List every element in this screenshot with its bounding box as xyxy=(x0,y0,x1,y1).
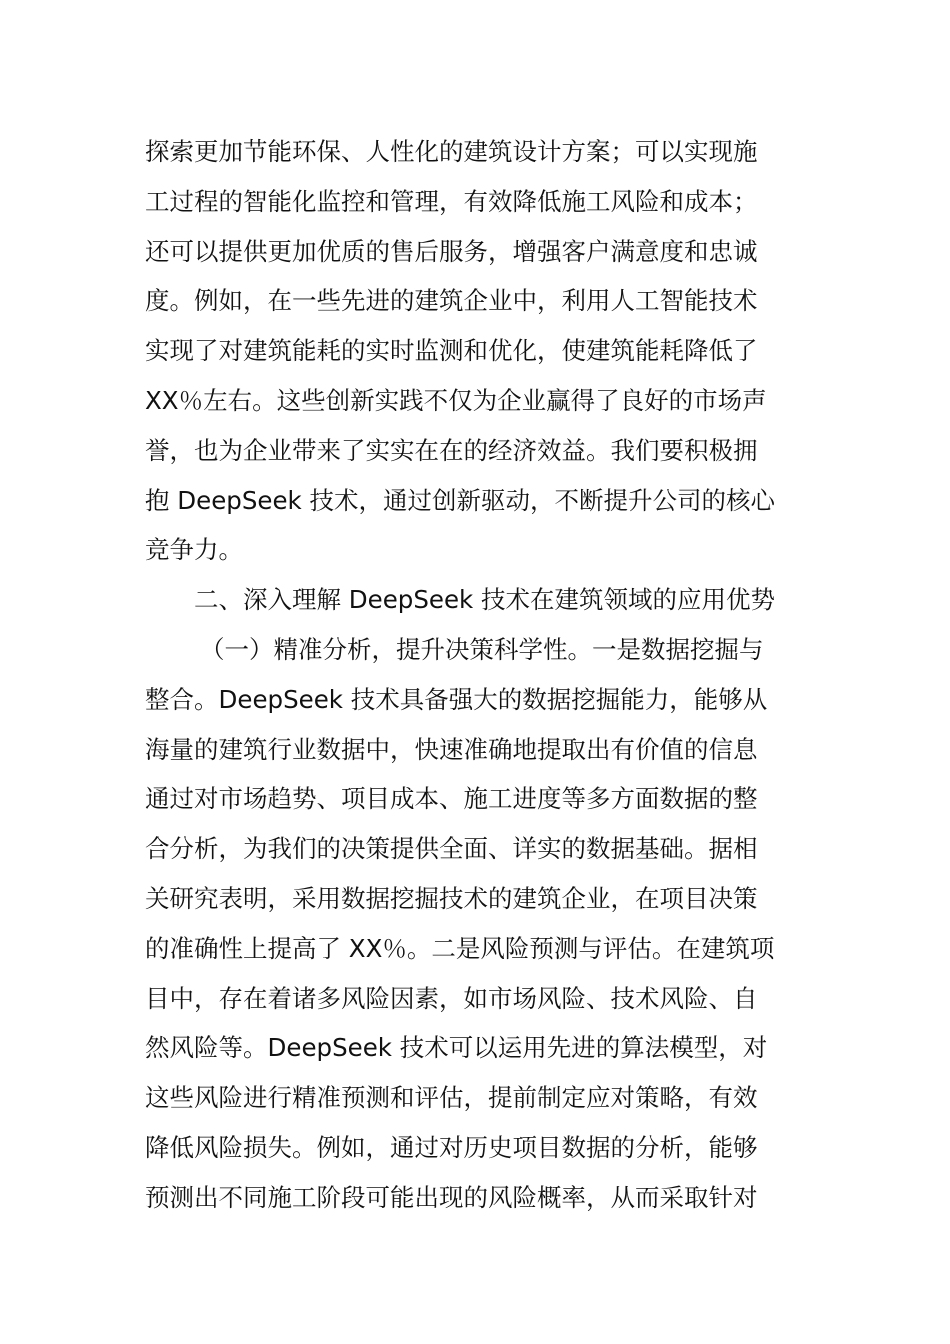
text-line: 誉，也为企业带来了实实在在的经济效益。我们要积极拥 xyxy=(145,435,758,465)
text-line: 通过对市场趋势、项目成本、施工进度等多方面数据的整 xyxy=(145,784,758,814)
text-line: 探索更加节能环保、人性化的建筑设计方案；可以实现施 xyxy=(145,137,758,166)
text-line: 合分析，为我们的决策提供全面、详实的数据基础。据相 xyxy=(145,834,758,864)
text-line: 竞争力。 xyxy=(145,535,243,565)
text-line: 然风险等。DeepSeek 技术可以运用先进的算法模型，对 xyxy=(145,1033,768,1063)
text-line: 的准确性上提高了 XX％。二是风险预测与评估。在建筑项 xyxy=(145,933,775,963)
text-line: 这些风险进行精准预测和评估，提前制定应对策略，有效 xyxy=(145,1083,758,1113)
text-line: 度。例如，在一些先进的建筑企业中，利用人工智能技术 xyxy=(145,286,758,316)
subsection-heading: （一）精准分析，提升决策科学性。一是数据挖掘与 xyxy=(200,634,764,664)
text-line: 海量的建筑行业数据中，快速准确地提取出有价值的信息 xyxy=(145,734,758,764)
text-line: 降低风险损失。例如，通过对历史项目数据的分析，能够 xyxy=(145,1132,758,1162)
text-line: 实现了对建筑能耗的实时监测和优化，使建筑能耗降低了 xyxy=(145,336,758,366)
text-line: XX％左右。这些创新实践不仅为企业赢得了良好的市场声 xyxy=(145,385,767,415)
text-line: 目中，存在着诸多风险因素，如市场风险、技术风险、自 xyxy=(145,983,758,1013)
document-body xyxy=(145,127,809,1223)
text-line: 工过程的智能化监控和管理，有效降低施工风险和成本； xyxy=(145,186,758,216)
text-line: 预测出不同施工阶段可能出现的风险概率，从而采取针对 xyxy=(145,1182,758,1212)
text-line: 还可以提供更加优质的售后服务，增强客户满意度和忠诚 xyxy=(145,236,758,266)
section-heading: 二、深入理解 DeepSeek 技术在建筑领域的应用优势 xyxy=(194,585,776,615)
text-line: 关研究表明，采用数据挖掘技术的建筑企业，在项目决策 xyxy=(145,883,758,913)
text-line: 抱 DeepSeek 技术，通过创新驱动，不断提升公司的核心 xyxy=(145,485,776,515)
text-line: 整合。DeepSeek 技术具备强大的数据挖掘能力，能够从 xyxy=(145,684,768,714)
